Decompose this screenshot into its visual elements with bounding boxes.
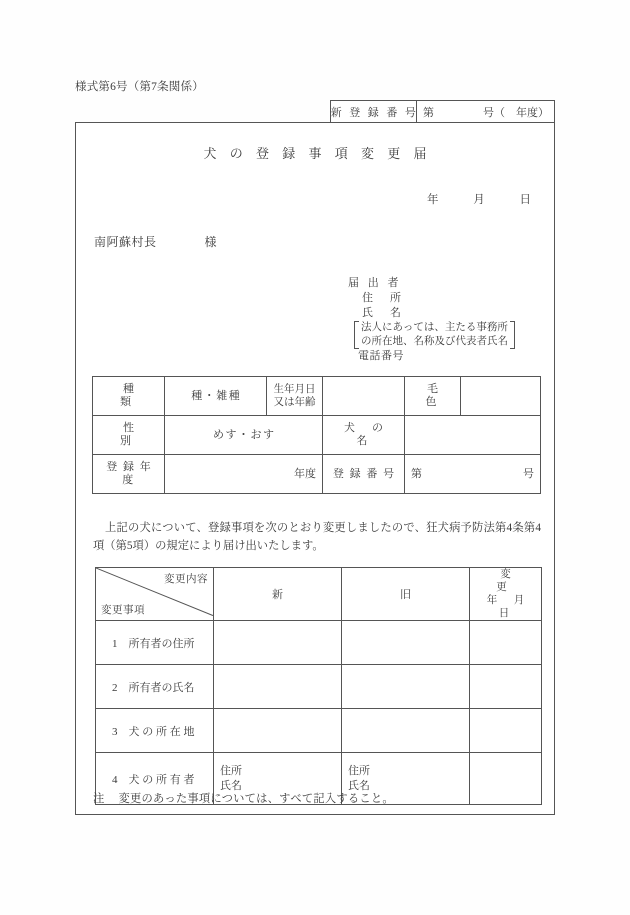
footnote xyxy=(93,790,394,806)
table-row xyxy=(93,416,541,455)
applicant-address-label: 住 所 xyxy=(362,292,404,304)
corporate-note-line-1: 法人にあっては、主たる事務所 xyxy=(361,322,508,333)
change-content-label: 変更内容 xyxy=(164,574,208,585)
birth-label-line-2: 又は年齢 xyxy=(273,397,316,408)
registration-number-prefix: 第 xyxy=(423,106,434,119)
change-row-4-old-name-label: 氏名 xyxy=(348,779,370,792)
new-registration-number-label: 新 登 録 番 号 xyxy=(331,101,417,122)
change-row-1-new[interactable] xyxy=(214,621,342,665)
change-row-2-date[interactable] xyxy=(470,665,542,709)
change-row-3-date[interactable] xyxy=(470,709,542,753)
change-row-2-old[interactable] xyxy=(342,665,470,709)
corporate-note xyxy=(354,321,515,349)
change-row-2-new[interactable] xyxy=(214,665,342,709)
registration-number-suffix: 号（ 年度） xyxy=(483,106,549,119)
date-month-label: 月 xyxy=(473,194,486,206)
date-year-label: 年 xyxy=(427,194,440,206)
table-row xyxy=(93,455,541,494)
column-header-change-date xyxy=(470,568,556,621)
change-row-4-new-address-label: 住所 xyxy=(220,764,242,777)
change-row-1-date[interactable] xyxy=(470,621,542,665)
new-registration-number-field[interactable] xyxy=(417,101,554,122)
change-row-3-old[interactable] xyxy=(342,709,470,753)
registration-year-value[interactable] xyxy=(165,455,323,494)
new-registration-number-box xyxy=(330,100,555,123)
change-row-label-2: 2 所有者の氏名 xyxy=(96,665,214,709)
dog-breed-value[interactable]: 種・雑種 xyxy=(165,377,267,416)
change-row-label-4: 4 犬 の 所 有 者 xyxy=(96,753,214,805)
column-header-new: 新 xyxy=(214,568,342,621)
change-row-4-old-address-label: 住所 xyxy=(348,764,370,777)
footnote-text: 変更のあった事項については、すべて記入すること。 xyxy=(118,793,394,805)
applicant-heading: 届 出 者 xyxy=(348,277,402,289)
table-header-row xyxy=(96,568,542,621)
column-header-old: 旧 xyxy=(342,568,470,621)
dog-birth-value[interactable] xyxy=(323,377,405,416)
applicant-block xyxy=(338,276,515,364)
dog-sex-label: 性 別 xyxy=(93,416,165,455)
dog-name-value[interactable] xyxy=(405,416,541,455)
change-row-label-3: 3 犬 の 所 在 地 xyxy=(96,709,214,753)
change-row-4-new-name-label: 氏名 xyxy=(220,779,242,792)
registration-year-unit: 年度 xyxy=(294,467,316,480)
addressee-name: 南阿蘇村長 xyxy=(94,235,157,249)
page-title: 犬 の 登 録 事 項 変 更 届 xyxy=(203,146,432,161)
change-row-3-new[interactable] xyxy=(214,709,342,753)
table-row xyxy=(93,377,541,416)
registration-number-value[interactable] xyxy=(405,455,541,494)
registration-number-label: 登 録 番 号 xyxy=(323,455,405,494)
change-item-label: 変更事項 xyxy=(101,605,145,616)
date-day-label: 日 xyxy=(519,194,532,206)
applicant-phone-label: 電話番号 xyxy=(358,350,404,362)
table-row xyxy=(96,665,542,709)
dog-coat-label: 毛 色 xyxy=(405,377,461,416)
change-details-table xyxy=(95,567,556,805)
change-date-label-line-2: 年 月 日 xyxy=(486,595,541,619)
birth-label-line-1: 生年月日 xyxy=(273,384,316,395)
corporate-note-line-2: の所在地、名称及び代表者氏名 xyxy=(361,336,508,347)
regno-prefix: 第 xyxy=(411,467,422,480)
submission-date-line xyxy=(427,191,532,207)
table-row xyxy=(96,621,542,665)
addressee xyxy=(94,233,217,250)
change-date-label-line-1: 変 更 xyxy=(496,569,556,593)
dog-info-table xyxy=(92,376,541,494)
form-frame xyxy=(75,122,555,815)
applicant-name-label: 氏 名 xyxy=(362,307,404,319)
addressee-honorific: 様 xyxy=(204,235,218,249)
registration-year-label: 登 録 年 度 xyxy=(93,455,165,494)
form-number: 様式第6号（第7条関係） xyxy=(75,81,204,93)
dog-name-label: 犬 の 名 xyxy=(323,416,405,455)
table-row xyxy=(96,709,542,753)
change-row-1-old[interactable] xyxy=(342,621,470,665)
dog-breed-label: 種 類 xyxy=(93,377,165,416)
change-header-diagonal-cell xyxy=(96,568,214,621)
dog-coat-value[interactable] xyxy=(461,377,541,416)
change-row-label-1: 1 所有者の住所 xyxy=(96,621,214,665)
dog-birth-label xyxy=(267,377,323,416)
dog-sex-value[interactable]: めす・おす xyxy=(165,416,323,455)
footnote-marker: 注 xyxy=(93,793,105,805)
statement-paragraph: 上記の犬について、登録事項を次のとおり変更しましたので、狂犬病予防法第4条第4項（第5項）の規定により届け出いたします。 xyxy=(93,522,541,552)
regno-suffix: 号 xyxy=(523,467,534,480)
change-row-4-date[interactable] xyxy=(470,753,542,805)
